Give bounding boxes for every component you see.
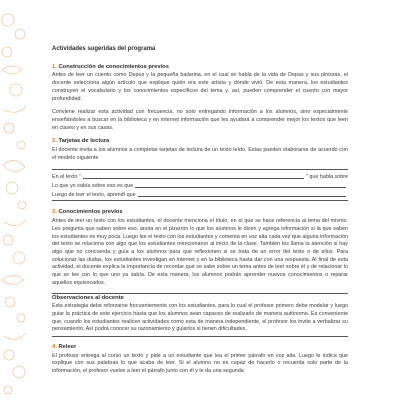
reading-card-template [52,169,348,201]
section-1 [52,64,348,133]
teacher-observations-box [52,293,348,337]
section-heading: 4. Releer [52,343,77,350]
section-3 [52,209,348,287]
card-line-3: Luego de leer el texto, aprendí que [52,191,136,198]
section-4 [52,344,348,376]
card-line-1: En el texto " [52,173,81,180]
section-heading: 3. Conocimientos previos [52,209,123,216]
observations-heading: Observaciones al docente [52,295,124,302]
paragraph: Antes de leer un cuento como Depus y la pequeña bailarina, en el cual se habla de la vida de Depas y sus pinturas, el docente selecciona algún artículo que explique quién era este artista y dónde vivió. De esta manera, los estudiantes construyen el vocabulario y los conocimientos específicos del tema y, así, pueden comprender el cuento con mayor profundidad. [52,72,348,102]
document-title: Actividades sugeridas del programa [52,46,156,52]
card-line-2: Lo que yo sabía sobre eso es que [52,182,134,189]
paragraph: El docente invita a los alumnos a completar tarjetas de lectura de un texto leído. Estas pueden elaborarse de acuerdo con el modelo siguiente [52,147,348,161]
paragraph: Antes de leer un texto con los estudiantes, el docente menciona el título, en el que se hace referencia al tema del mismo. Les pregunta que saben sobre eso, anota en el pizarrón lo que los alumnos le dicen y agrega información si la que saben los estudiantes es muy poca. Luego lee el texto con los estudiantes y comenta en voz alta cada vez que alguna información del texto se relaciona con algo que los estudiantes mencionaron al inicio de la clase. También les llama la atención si hay algo que no concuerda y guía a los alumnos para que reflexionen si se trata de un error del texto o de ellos. Para solucionar las dudas, los estudiantes investigan en internet y en la biblioteca hasta dar con una respuesta. Al final de esta actividad, el docente explica la importancia de recordar qué se sabe sobre un tema antes de leer sobre él y de relacionar lo que se lee con lo que uno ya sabía. De esta manera, los alumnos podrán aprender nuevos conocimientos o reparar aquellos equivocados. [52,218,348,286]
section-2 [52,138,348,201]
observations-text: Esta estrategia debe reforzarse frecuentemente con los estudiantes, para lo cual el profesor primero debe modelar y luego guiar la práctica de este ejercicio hasta que los alumnos sean capaces de realizarlo de manera autónoma. Es conveniente que, cuando los estudiantes realicen actividades como esta de manera independiente, el profesor los invite a verbalizar su pensamiento. Así podrá conocer su razonamiento y guiarlos si tienen dificultades. [52,303,348,333]
paragraph: El profesor entrega al curso un texto y pide a un estudiante que lea el primer párrafo en voz alta. Luego le indica que explique con sus palabras lo que acaba de leer. Si el alumno no es capaz de hacerlo o recuerda solo parte de la información, el profesor vuelve a leer el párrafo junto con él y le da una segunda [52,352,348,375]
section-heading: 1. Construcción de conocimientos previos [52,63,169,70]
paragraph: Conviene realizar esta actividad con frecuencia, no solo entregando información a los alumnos, sino especialmente enseñándoles a buscar en la biblioteca y en internet información que les ayudará a comprender mejor los textos que leen en clases y en sus casas. [52,109,348,131]
card-line-1-end: " que habla sobre [305,173,348,180]
document-page [52,46,348,382]
section-heading: 2. Tarjetas de lectura [52,138,110,145]
decorative-border [0,0,30,400]
